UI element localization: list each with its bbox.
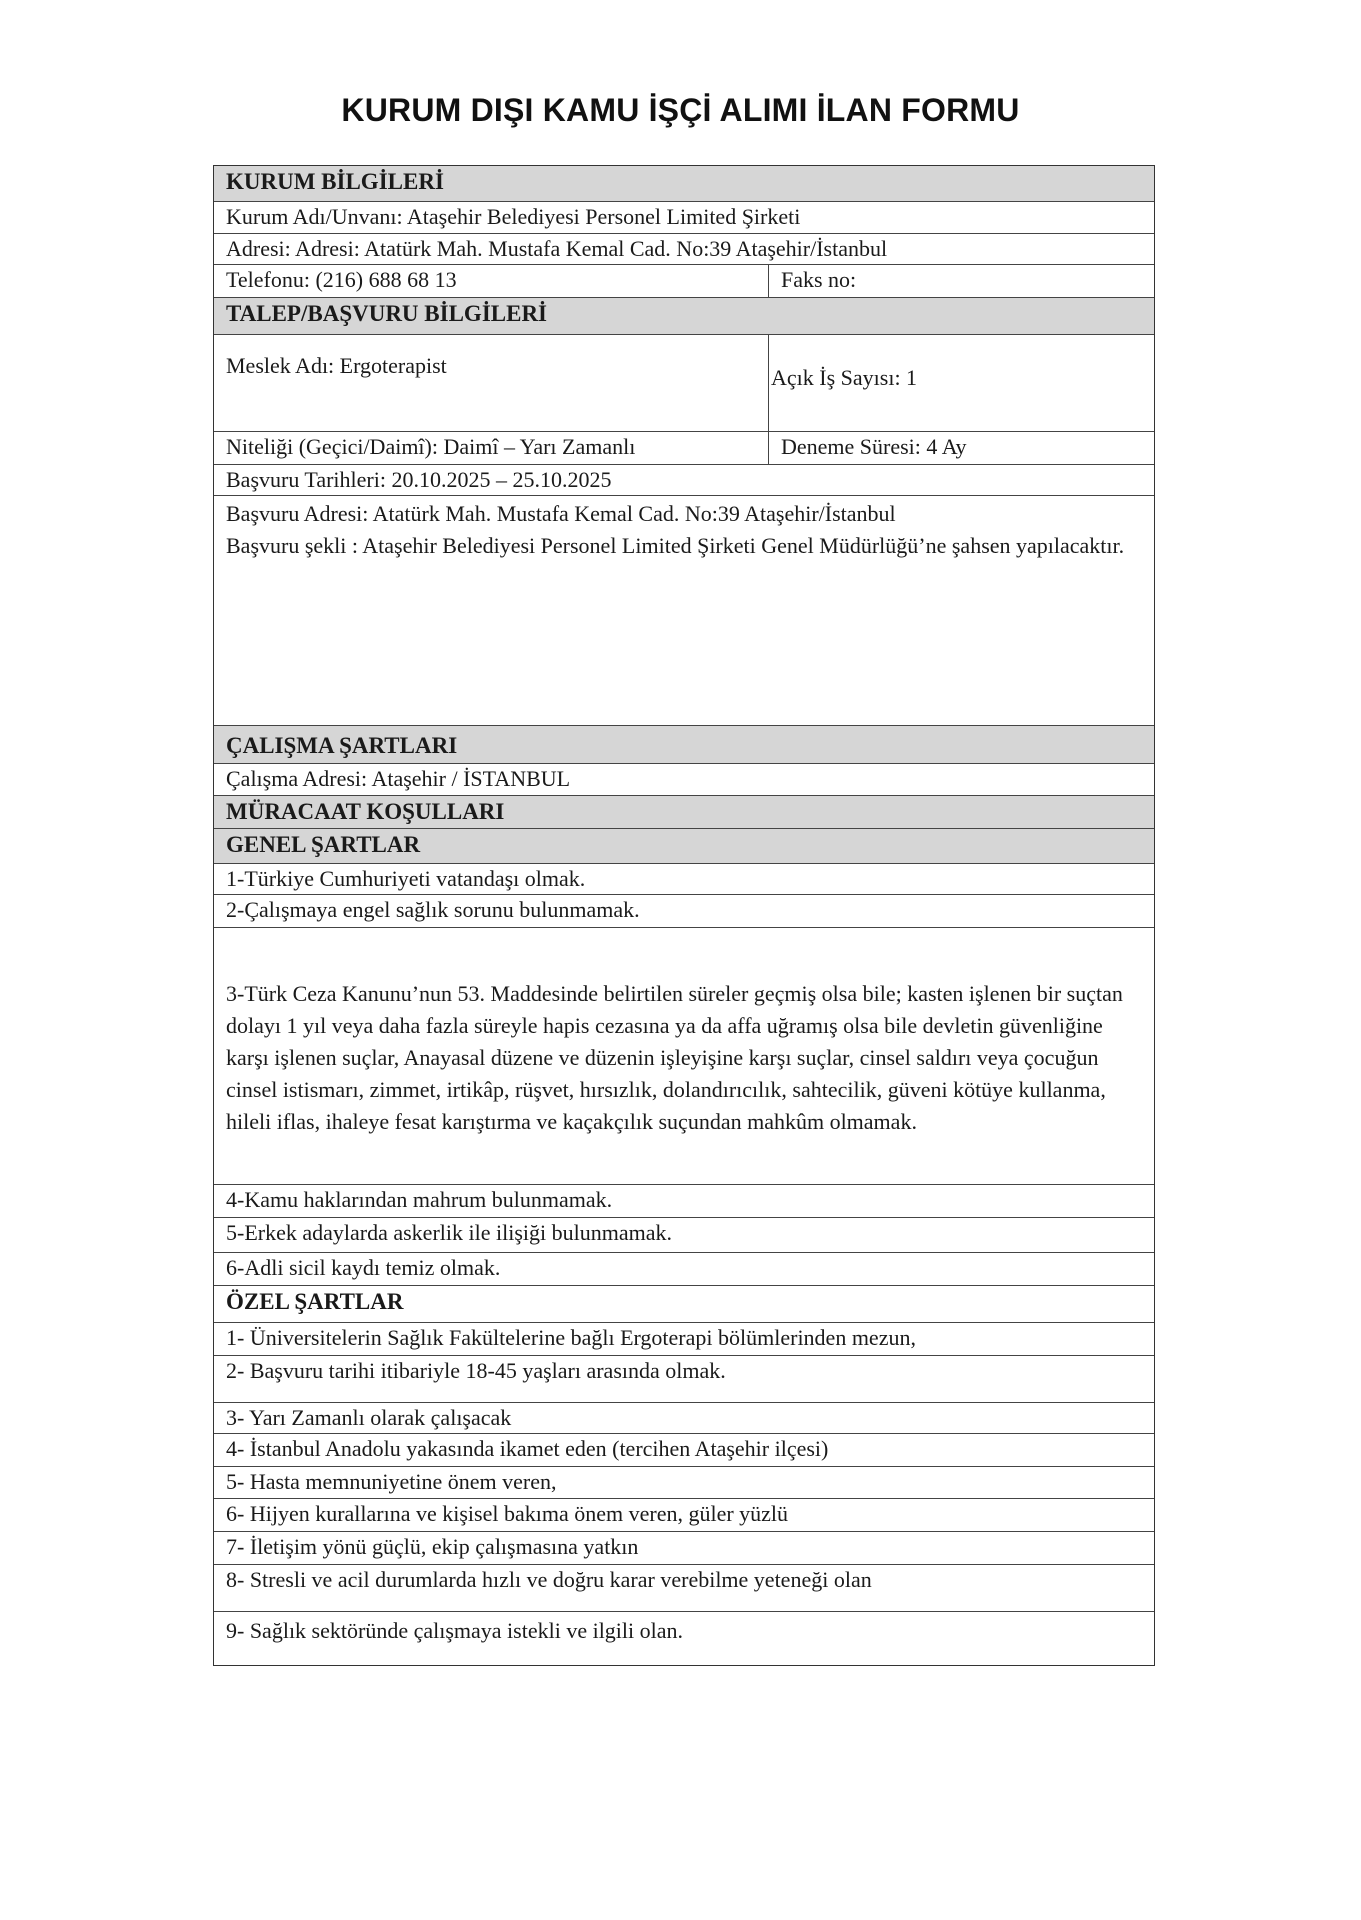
section-header-general xyxy=(214,829,1154,864)
form-title: KURUM DIŞI KAMU İŞÇİ ALIMI İLAN FORMU xyxy=(341,92,1020,128)
section-header-muracaat xyxy=(214,796,1154,829)
section-header-special xyxy=(214,1286,1154,1323)
general-condition xyxy=(214,1253,1154,1286)
special-condition xyxy=(214,1356,1154,1403)
kurum-address: Adresi: Adresi: Atatürk Mah. Mustafa Kemal Cad. No:39 Ataşehir/İstanbul xyxy=(226,236,888,261)
kurum-name: Kurum Adı/Unvanı: Ataşehir Belediyesi Personel Limited Şirketi xyxy=(226,204,801,229)
general-condition xyxy=(214,1218,1154,1253)
section-header-label: ÇALIŞMA ŞARTLARI xyxy=(226,733,458,758)
work-address: Çalışma Adresi: Ataşehir / İSTANBUL xyxy=(226,766,571,791)
special-condition xyxy=(214,1565,1154,1612)
general-condition xyxy=(214,1185,1154,1218)
special-condition xyxy=(214,1467,1154,1499)
kurum-contact-row xyxy=(214,265,1154,298)
open-positions: Açık İş Sayısı: 1 xyxy=(771,365,918,390)
section-header-calisma xyxy=(214,726,1154,764)
condition-text: 1- Üniversitelerin Sağlık Fakültelerine bağlı Ergoterapi bölümlerinden mezun, xyxy=(226,1325,916,1350)
section-header-label: TALEP/BAŞVURU BİLGİLERİ xyxy=(226,301,548,326)
condition-text: 9- Sağlık sektöründe çalışmaya istekli ve ilgili olan. xyxy=(226,1618,684,1643)
kurum-fax: Faks no: xyxy=(781,267,857,292)
condition-text: 3- Yarı Zamanlı olarak çalışacak xyxy=(226,1405,512,1430)
section-header-label: KURUM BİLGİLERİ xyxy=(226,169,444,194)
condition-text: 5-Erkek adaylarda askerlik ile ilişiği bulunmamak. xyxy=(226,1220,672,1245)
special-condition xyxy=(214,1532,1154,1565)
section-header-label: GENEL ŞARTLAR xyxy=(226,832,421,857)
work-address-row xyxy=(214,764,1154,796)
special-condition xyxy=(214,1323,1154,1356)
special-condition xyxy=(214,1499,1154,1532)
general-condition xyxy=(214,928,1154,1185)
application-dates: Başvuru Tarihleri: 20.10.2025 – 25.10.2025 xyxy=(226,467,612,492)
section-header-kurum xyxy=(214,166,1154,202)
nature-row xyxy=(214,432,1154,465)
condition-text: 1-Türkiye Cumhuriyeti vatandaşı olmak. xyxy=(226,866,586,891)
condition-text: 3-Türk Ceza Kanunu’nun 53. Maddesinde belirtilen süreler geçmiş olsa bile; kasten işlenen bir suçtan dolayı 1 yıl veya daha fazla süreyle hapis cezasına ya da affa uğramış olsa bile devletin güvenliğine karşı işlenen suçlar, Anayasal düzene ve düzenin işleyişine karşı suçlar, cinsel saldırı veya çocuğun cinsel istismarı, zimmet, irtikâp, rüşvet, hırsızlık, dolandırıcılık, sahtecilik, güveni kötüye kullanma, hileli iflas, ihaleye fesat karıştırma ve kaçakçılık suçundan mahkûm olmamak. xyxy=(226,981,1123,1134)
form-table xyxy=(213,165,1155,1666)
application-address: Başvuru Adresi: Atatürk Mah. Mustafa Kemal Cad. No:39 Ataşehir/İstanbul xyxy=(226,501,896,526)
section-header-talep xyxy=(214,298,1154,335)
condition-text: 6-Adli sicil kaydı temiz olmak. xyxy=(226,1255,501,1280)
condition-text: 5- Hasta memnuniyetine önem veren, xyxy=(226,1469,557,1494)
special-condition xyxy=(214,1612,1154,1665)
condition-text: 8- Stresli ve acil durumlarda hızlı ve doğru karar verebilme yeteneği olan xyxy=(226,1567,872,1592)
general-condition xyxy=(214,895,1154,928)
section-header-label: ÖZEL ŞARTLAR xyxy=(226,1289,404,1314)
dates-row xyxy=(214,465,1154,496)
condition-text: 2-Çalışmaya engel sağlık sorunu bulunmamak. xyxy=(226,897,640,922)
condition-text: 4- İstanbul Anadolu yakasında ikamet eden (tercihen Ataşehir ilçesi) xyxy=(226,1436,829,1461)
profession: Meslek Adı: Ergoterapist xyxy=(214,335,769,431)
section-header-label: MÜRACAAT KOŞULLARI xyxy=(226,799,505,824)
kurum-address-row xyxy=(214,234,1154,265)
condition-text: 2- Başvuru tarihi itibariyle 18-45 yaşları arasında olmak. xyxy=(226,1358,726,1383)
special-condition xyxy=(214,1403,1154,1434)
special-condition xyxy=(214,1434,1154,1467)
condition-text: 6- Hijyen kurallarına ve kişisel bakıma önem veren, güler yüzlü xyxy=(226,1501,789,1526)
condition-text: 4-Kamu haklarından mahrum bulunmamak. xyxy=(226,1187,613,1212)
nature: Niteliği (Geçici/Daimî): Daimî – Yarı Zamanlı xyxy=(214,432,769,464)
application-method: Başvuru şekli : Ataşehir Belediyesi Personel Limited Şirketi Genel Müdürlüğü’ne şahsen yapılacaktır. xyxy=(226,533,1125,558)
application-info-row xyxy=(214,496,1154,726)
profession-row xyxy=(214,335,1154,432)
kurum-name-row xyxy=(214,202,1154,234)
general-condition xyxy=(214,864,1154,895)
kurum-phone: Telefonu: (216) 688 68 13 xyxy=(214,265,769,297)
condition-text: 7- İletişim yönü güçlü, ekip çalışmasına yatkın xyxy=(226,1534,639,1559)
probation: Deneme Süresi: 4 Ay xyxy=(781,434,967,459)
